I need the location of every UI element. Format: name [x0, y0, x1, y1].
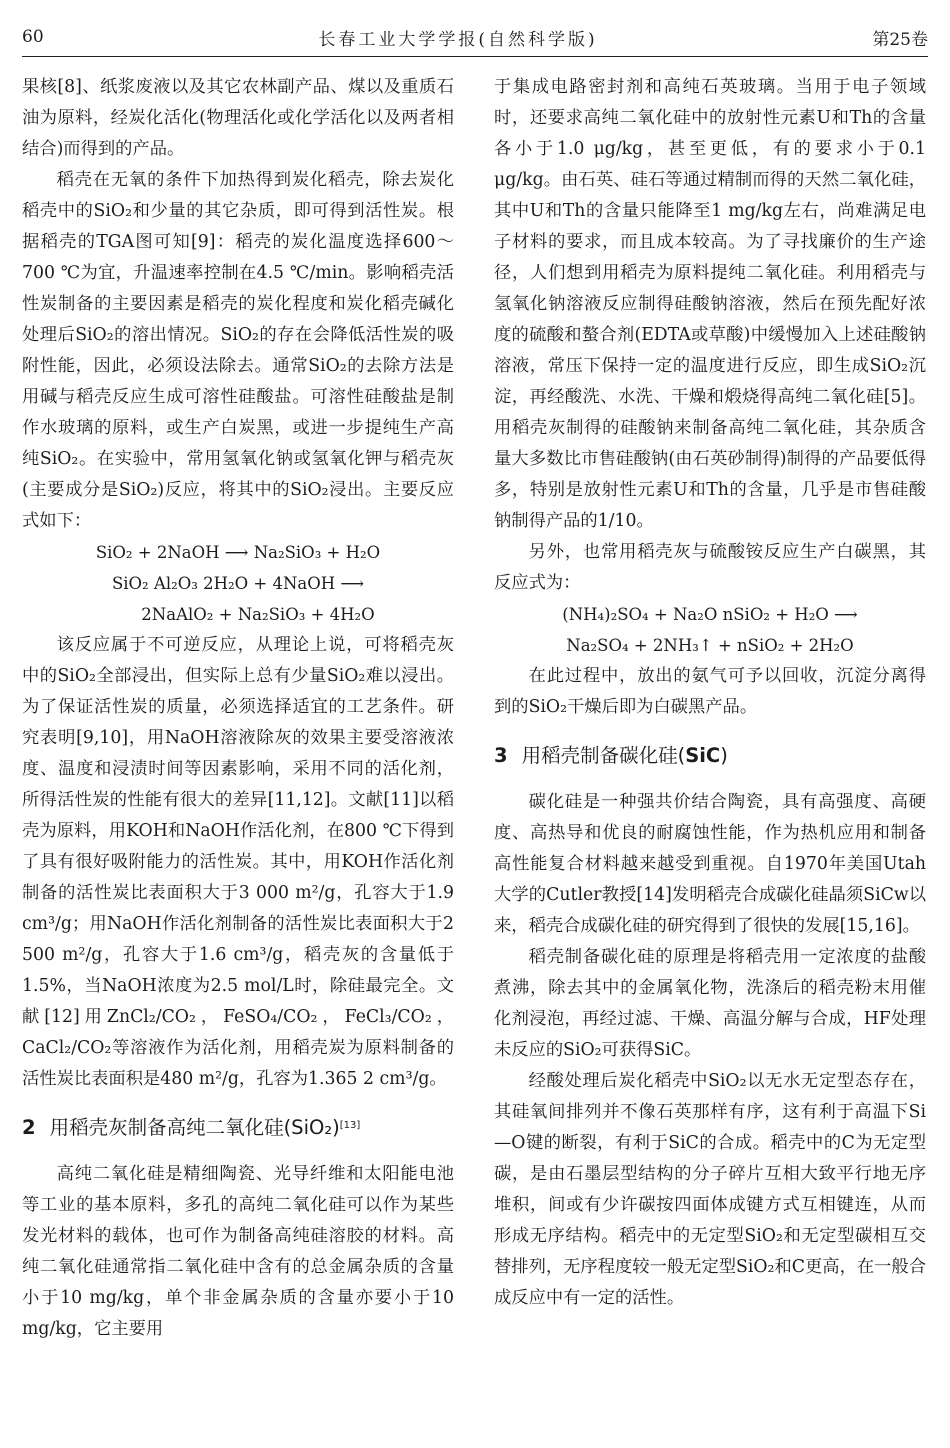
- section-number: 2: [22, 1116, 36, 1139]
- paragraph: 稻壳制备碳化硅的原理是将稻壳用一定浓度的盐酸煮沸，除去其中的金属氧化物，洗涤后的稻壳粉末用催化剂浸泡，再经过滤、干燥、高温分解与合成，HF处理未反应的SiO₂可获得SiC。: [494, 947, 926, 1060]
- equation: (NH₄)₂SO₄ + Na₂O nSiO₂ + H₂O ⟶: [562, 605, 858, 624]
- page-number: 60: [22, 27, 44, 47]
- equation: Na₂SO₄ + 2NH₃↑ + nSiO₂ + 2H₂O: [566, 636, 854, 655]
- paragraph: 经酸处理后炭化稻壳中SiO₂以无水无定型态存在，其硅氧间排列并不像石英那样有序，这有利于高温下Si—O键的断裂，有利于SiC的合成。稻壳中的C为无定型碳，是由石墨层型结构的分子碎片互相大致平行地无序堆积，间或有少许碳按四面体成键方式互相键连，从而形成无序结构。稻壳中的无定型SiO₂和无定型碳相互交替排列，无序程度较一般无定型SiO₂和C更高，在一般合成反应中有一定的活性。: [494, 1071, 926, 1308]
- journal-title: 长春工业大学学报(自然科学版): [318, 29, 598, 50]
- left-column: [22, 72, 454, 1345]
- section-title-formula: SiC: [685, 744, 721, 767]
- section-heading: [22, 1111, 454, 1145]
- section-number: 3: [494, 744, 508, 767]
- volume-label: 第25卷: [872, 29, 928, 50]
- equation: 2NaAlO₂ + Na₂SiO₃ + 4H₂O: [141, 605, 375, 624]
- section-title-end: ): [720, 744, 728, 767]
- paragraph: 另外，也常用稻壳灰与硫酸铵反应生产白碳黑，其反应式为：: [494, 542, 926, 593]
- citation: [13]: [339, 1120, 361, 1131]
- page-header: [22, 18, 928, 57]
- section-title: 用稻壳灰制备高纯二氧化硅(SiO₂): [49, 1116, 340, 1139]
- section-title: 用稻壳制备碳化硅(: [521, 744, 686, 767]
- equation: SiO₂ Al₂O₃ 2H₂O + 4NaOH ⟶: [111, 574, 365, 593]
- section-heading: [494, 739, 926, 773]
- paragraph: 果核[8]、纸浆废液以及其它农林副产品、煤以及重质石油为原料，经炭化活化(物理活化或化学活化以及两者相结合)而得到的产品。: [22, 77, 454, 159]
- paragraph: 该反应属于不可逆反应，从理论上说，可将稻壳灰中的SiO₂全部浸出，但实际上总有少量SiO₂难以浸出。为了保证活性炭的质量，必须选择适宜的工艺条件。研究表明[9,10]，用NaOH溶液除灰的效果主要受溶液浓度、温度和浸渍时间等因素影响，采用不同的活化剂，所得活性炭的性能有很大的差异[11,12]。文献[11]以稻壳为原料，用KOH和NaOH作活化剂，在800 ℃下得到了具有很好吸附能力的活性炭。其中，用KOH作活化剂制备的活性炭比表面积大于3 000 m²/g，孔容大于1.9 cm³/g；用NaOH作活化剂制备的活性炭比表面积大于2 500 m²/g，孔容大于1.6 cm³/g，稻壳灰的含量低于1.5%，当NaOH浓度为2.5 mol/L时，除硅最完全。文献[12]用ZnCl₂/CO₂，FeSO₄/CO₂，FeCl₃/CO₂，CaCl₂/CO₂等溶液作为活化剂，用稻壳炭为原料制备的活性炭比表面积是480 m²/g，孔容为1.365 2 cm³/g。: [22, 635, 454, 1089]
- paragraph: 于集成电路密封剂和高纯石英玻璃。当用于电子领域时，还要求高纯二氧化硅中的放射性元素U和Th的含量各小于1.0 μg/kg，甚至更低，有的要求小于0.1 μg/kg。由石英、硅石等通过精制而得的天然二氧化硅，其中U和Th的含量只能降至1 mg/kg左右，尚难满足电子材料的要求，而且成本较高。为了寻找廉价的生产途径，人们想到用稻壳为原料提纯二氧化硅。利用稻壳与氢氧化钠溶液反应制得硅酸钠溶液，然后在预先配好浓度的硫酸和螯合剂(EDTA或草酸)中缓慢加入上述硅酸钠溶液，常压下保持一定的温度进行反应，即生成SiO₂沉淀，再经酸洗、水洗、干燥和煅烧得高纯二氧化硅[5]。用稻壳灰制得的硅酸钠来制备高纯二氧化硅，其杂质含量大多数比市售硅酸钠(由石英砂制得)制得的产品要低得多，特别是放射性元素U和Th的含量，几乎是市售硅酸钠制得产品的1/10。: [494, 77, 926, 531]
- equation: SiO₂ + 2NaOH ⟶ Na₂SiO₃ + H₂O: [95, 543, 381, 562]
- paragraph: 在此过程中，放出的氨气可予以回收，沉淀分离得到的SiO₂干燥后即为白碳黑产品。: [494, 666, 926, 717]
- paragraph: 高纯二氧化硅是精细陶瓷、光导纤维和太阳能电池等工业的基本原料，多孔的高纯二氧化硅可以作为某些发光材料的载体，也可作为制备高纯硅溶胶的材料。高纯二氧化硅通常指二氧化硅中含有的总金属杂质的含量小于10 mg/kg，单个非金属杂质的含量亦要小于10 mg/kg，它主要用: [22, 1164, 454, 1339]
- paragraph: 稻壳在无氧的条件下加热得到炭化稻壳，除去炭化稻壳中的SiO₂和少量的其它杂质，即可得到活性炭。根据稻壳的TGA图可知[9]：稻壳的炭化温度选择600～700 ℃为宜，升温速率控制在4.5 ℃/min。影响稻壳活性炭制备的主要因素是稻壳的炭化程度和炭化稻壳碱化处理后SiO₂的溶出情况。SiO₂的存在会降低活性炭的吸附性能，因此，必须设法除去。通常SiO₂的去除方法是用碱与稻壳反应生成可溶性硅酸盐。可溶性硅酸盐是制作水玻璃的原料，或生产白炭黑，或进一步提纯生产高纯SiO₂。在实验中，常用氢氧化钠或氢氧化钾与稻壳灰(主要成分是SiO₂)反应，将其中的SiO₂浸出。主要反应式如下：: [22, 170, 454, 531]
- paragraph: 碳化硅是一种强共价结合陶瓷，具有高强度、高硬度、高热导和优良的耐腐蚀性能，作为热机应用和制备高性能复合材料越来越受到重视。自1970年美国Utah大学的Cutler教授[14]发明稻壳合成碳化硅晶须SiCw以来，稻壳合成碳化硅的研究得到了很快的发展[15,16]。: [494, 792, 926, 936]
- right-column: [494, 72, 926, 1314]
